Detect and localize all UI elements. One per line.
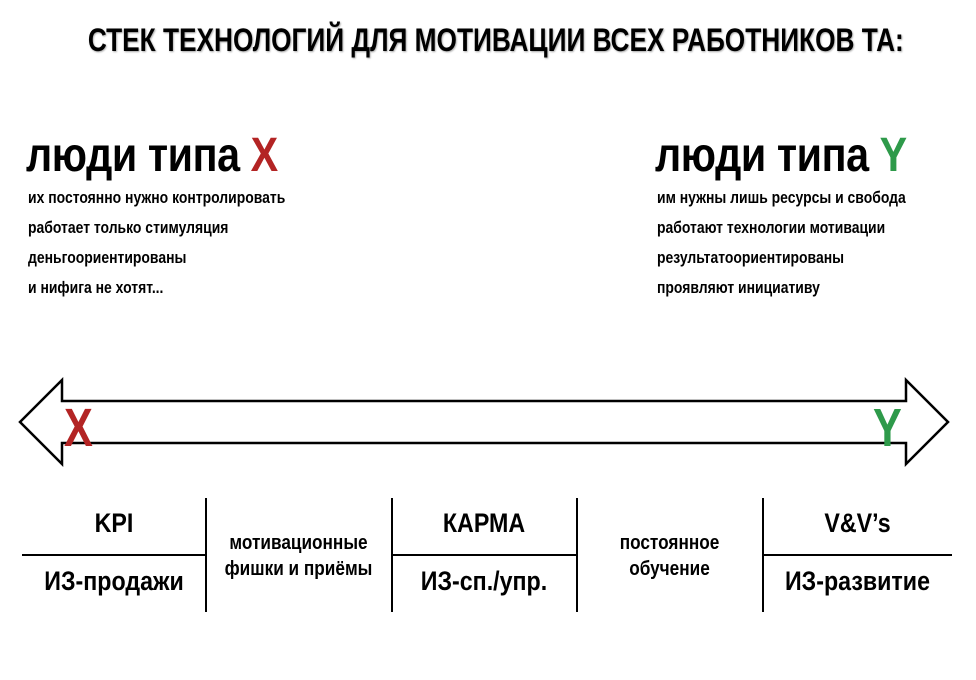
type-y-line: работают технологии мотивации [657, 218, 886, 237]
type-x-line: работает только стимуляция [28, 218, 229, 237]
vv-divider [762, 554, 952, 556]
type-x-line: и нифига не хотят... [28, 278, 164, 297]
type-x-line: деньгоориентированы [28, 248, 187, 267]
karma-label: КАРМА [442, 508, 526, 538]
type-y-line: им нужны лишь ресурсы и свобода [657, 188, 906, 207]
kpi-sublabel: ИЗ-продажи [44, 566, 184, 596]
fishki-line: фишки и приёмы [224, 558, 373, 580]
type-y-line: результатоориентированы [657, 248, 845, 267]
learning-label [590, 530, 749, 582]
vv-label: V&V’s [824, 508, 891, 538]
learning-line: обучение [629, 558, 710, 580]
type-y-letter: Y [879, 129, 907, 182]
column-divider [576, 498, 578, 612]
learning-line: постоянное [619, 532, 720, 554]
kpi-divider [22, 554, 206, 556]
type-y-heading-prefix: люди типа [655, 129, 880, 182]
type-x-line: их постоянно нужно контролировать [28, 188, 286, 207]
arrow-label-y: Y [873, 398, 902, 458]
vv-sublabel: ИЗ-развитие [784, 566, 930, 596]
karma-sublabel: ИЗ-сп./упр. [420, 566, 548, 596]
karma-divider [391, 554, 577, 556]
fishki-label [219, 530, 378, 582]
arrow-label-x: X [64, 398, 93, 458]
double-arrow [0, 372, 976, 472]
fishki-line: мотивационные [229, 532, 368, 554]
kpi-label: KPI [94, 508, 134, 538]
type-y-heading [655, 128, 907, 183]
type-y-line: проявляют инициативу [657, 278, 820, 297]
column-divider [205, 498, 207, 612]
page-title: СТЕК ТЕХНОЛОГИЙ ДЛЯ МОТИВАЦИИ ВСЕХ РАБОТНИКОВ ТА: [87, 22, 904, 58]
type-x-heading-prefix: люди типа [26, 129, 251, 182]
type-y-description [657, 183, 906, 303]
type-x-heading [26, 128, 278, 183]
type-x-description [28, 183, 285, 303]
double-arrow-shape [20, 380, 948, 464]
type-x-letter: X [250, 129, 278, 182]
